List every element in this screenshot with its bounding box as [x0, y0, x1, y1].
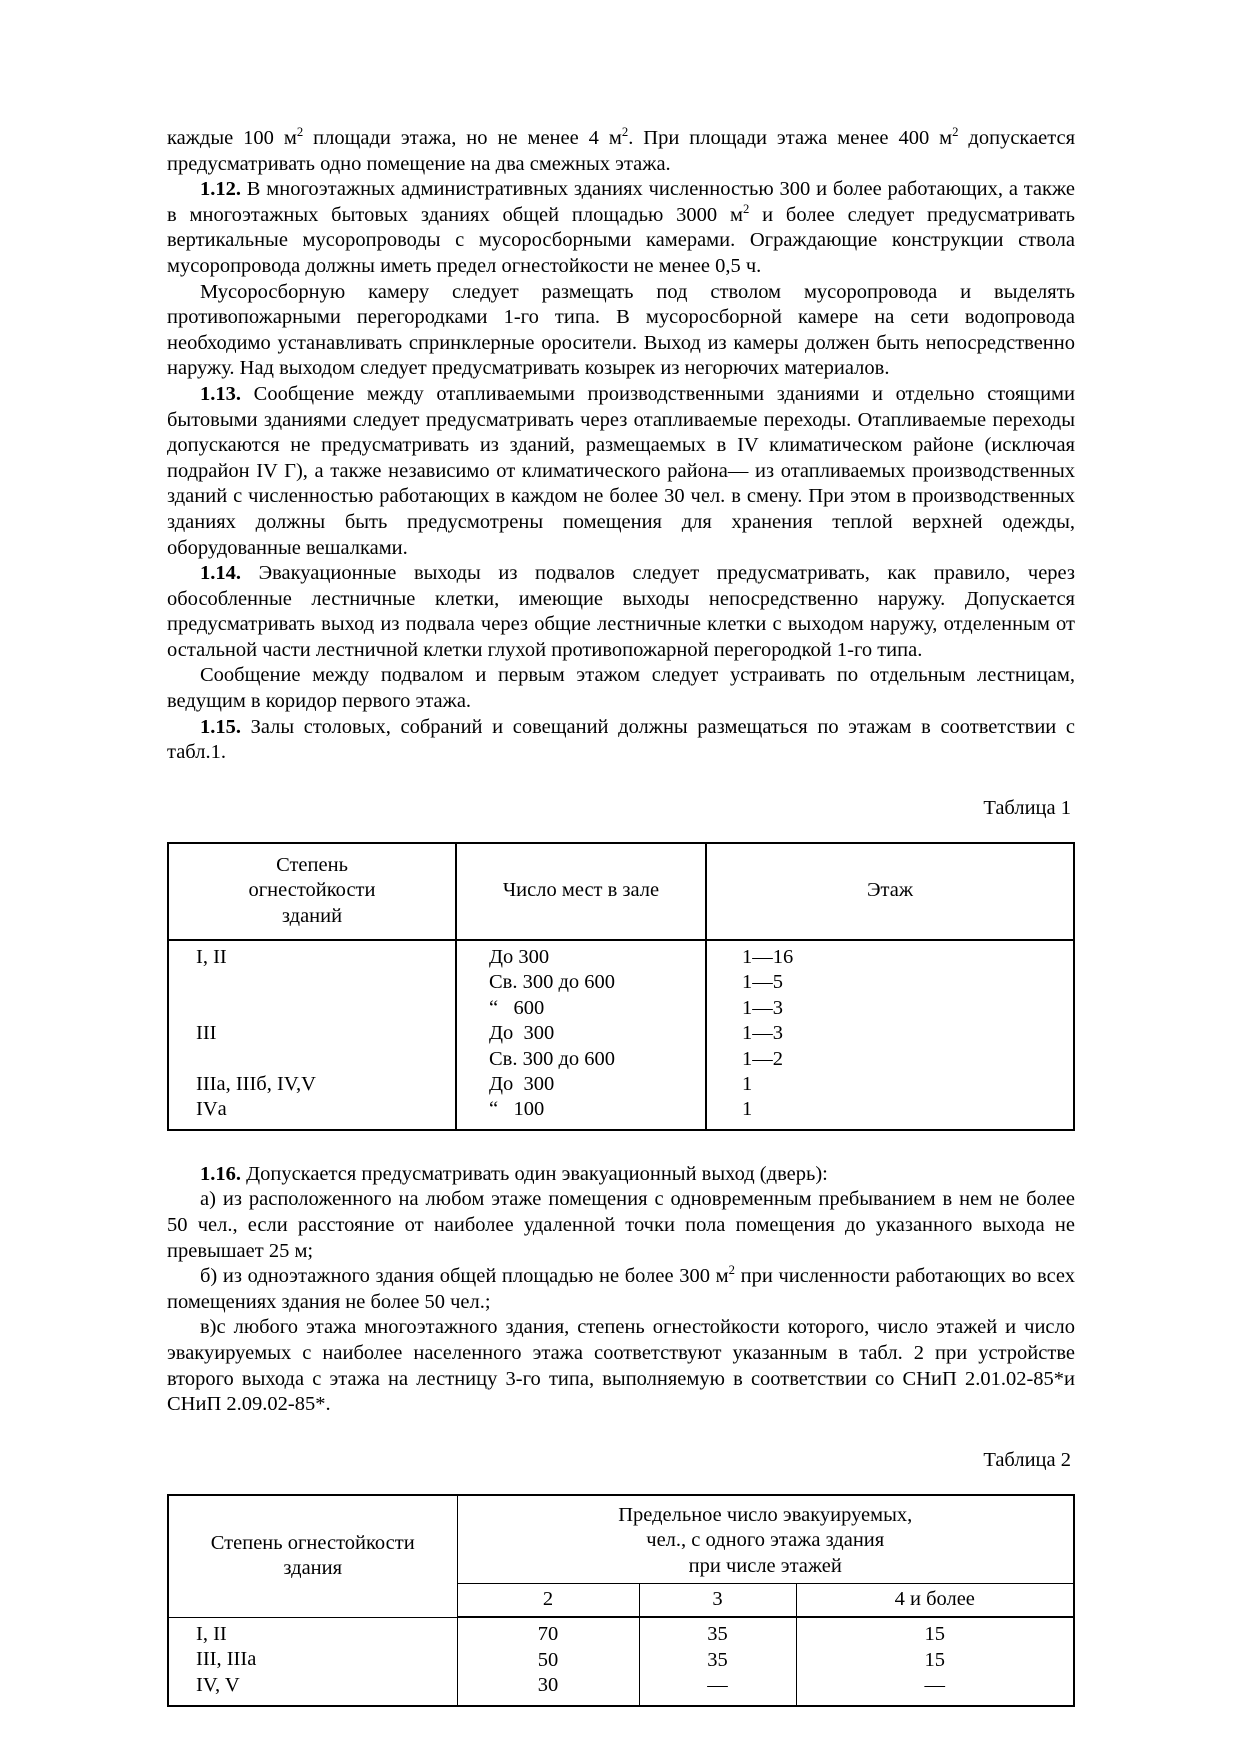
- paragraph-item-a: а) из расположенного на любом этаже помещения с одновременным пребыванием в нем не более 50 чел., если расстояние от наиболее удаленной точки пола помещения до указанного выхода не превышает 25 м;: [167, 1188, 1075, 1262]
- table-row: До 300: [489, 1073, 555, 1096]
- table-2-header-degree-line2: здания: [283, 1557, 343, 1580]
- table-2-header-degree: [168, 1495, 457, 1618]
- table-row: 1: [742, 1073, 753, 1096]
- table-row: 1: [742, 1098, 753, 1121]
- table-row: 1—5: [742, 971, 783, 994]
- table-row: 1—3: [742, 1022, 783, 1045]
- table-2-header-row-1: [168, 1495, 1074, 1584]
- table-row: Св. 300 до 600: [489, 971, 616, 994]
- table-row: 15: [924, 1648, 945, 1671]
- table-2-body-row: [168, 1617, 1074, 1705]
- table-1-header-seats: Число мест в зале: [456, 843, 706, 940]
- table-1-header-floor: Этаж: [706, 843, 1074, 940]
- table-row: 70: [537, 1623, 559, 1646]
- table-2-col-2-floors: [457, 1617, 639, 1705]
- table-row: 35: [707, 1623, 728, 1646]
- table-row: 50: [537, 1648, 559, 1671]
- table-1-header-degree-line3: зданий: [281, 904, 343, 927]
- spacer-after-table1: [167, 1131, 1075, 1162]
- table-row: [169, 970, 455, 995]
- paragraph-1-15: 1.15. Залы столовых, собраний и совещаний должны размещаться по этажам в соответствии с табл.1.: [167, 715, 1075, 764]
- table-row: I, II: [196, 1622, 227, 1645]
- table-row: 15: [924, 1623, 945, 1646]
- body-text-block-top: [167, 126, 1075, 766]
- paragraph-intro: каждые 100 $м^2$ площади этажа, но не менее 4 $м^2$. При площади этажа менее 400 $м^2$ допускается предусматривать одно помещение на два смежных этажа.: [167, 125, 1076, 175]
- table-1-head: [168, 843, 1074, 940]
- table-row: 30: [537, 1674, 559, 1697]
- paragraph-1-16: 1.16. Допускается предусматривать один эвакуационный выход (дверь):: [200, 1162, 828, 1185]
- table-2-header-span-line2: чел., с одного этажа здания: [646, 1529, 885, 1552]
- table-2-subheader-4-or-more: 4 и более: [796, 1583, 1074, 1617]
- table-2-col-4-or-more: [796, 1617, 1074, 1705]
- table-1-body: [168, 940, 1074, 1130]
- table-row: —: [924, 1674, 945, 1697]
- body-text-block-bottom: [167, 1162, 1075, 1418]
- table-row: —: [707, 1674, 728, 1697]
- table1-caption: Таблица 1: [983, 796, 1071, 819]
- table-row: 1—16: [742, 946, 794, 969]
- table-row: I, II: [196, 946, 227, 969]
- table-row: Св. 300 до 600: [489, 1047, 616, 1070]
- paragraph-1-12: 1.12. В многоэтажных административных зданиях численностью 300 и более работающих, а также в многоэтажных бытовых зданиях общей площадью 3000 $м^2$ и более следует предусматривать вертикальные мусоропроводы с мусоросборными камерами. Ограждающие конструкции ствола мусоропровода должны иметь предел огнестойкости не менее 0,5 ч.: [167, 178, 1075, 277]
- table-row: 1—3: [742, 996, 783, 1019]
- table-1-header-degree: [168, 843, 456, 940]
- spacer-after-table2-caption: [167, 1472, 1075, 1494]
- table-2-header-span: [457, 1495, 1074, 1584]
- spacer-before-table1-caption: [167, 766, 1075, 797]
- table-2-head: [168, 1495, 1074, 1618]
- table-1-hall-capacity: [167, 842, 1075, 1131]
- paragraph-item-v: в)с любого этажа многоэтажного здания, степень огнестойкости которого, число этажей и число эвакуируемых с наиболее населенного этажа соответствуют указанным в табл. 2 при устройстве второго выхода с этажа на лестницу 3-го типа, выполняемую в соответствии со СНиП 2.01.02-85*и СНиП 2.09.02-85*.: [167, 1316, 1075, 1416]
- table-1-col-seats: [456, 940, 706, 1130]
- table-1-header-degree-line2: огнестойкости: [248, 879, 376, 902]
- spacer-before-table2-caption: [167, 1418, 1075, 1449]
- table-2-body: [168, 1617, 1074, 1705]
- table-row: IIIа, IIIб, IV,V: [196, 1073, 316, 1096]
- table-2-evacuation-limits: [167, 1494, 1075, 1707]
- table-1-header-degree-line1: Степень: [276, 853, 348, 876]
- table-row: 35: [707, 1648, 728, 1671]
- table-1-body-row: [168, 940, 1074, 1130]
- table-2-col-degree: [168, 1617, 457, 1705]
- table-1-col-degree: [168, 940, 456, 1130]
- paragraph-waste-chamber: Мусоросборную камеру следует размещать под стволом мусоропровода и выделять противопожарными перегородками 1-го типа. В мусоросборной камере на сети водопровода необходимо устанавливать спринклерные оросители. Выход из камеры должен быть непосредственно наружу. Над выходом следует предусматривать козырек из негорючих материалов.: [167, 280, 1075, 380]
- table-row: 1—2: [742, 1047, 783, 1070]
- table-row: III, IIIа: [196, 1648, 257, 1671]
- table-row: До 300: [489, 946, 550, 969]
- table-1-col-floor: [706, 940, 1074, 1130]
- table-2-subheader-3-floors: 3: [639, 1583, 796, 1617]
- paragraph-1-13: 1.13. Сообщение между отапливаемыми производственными зданиями и отдельно стоящими бытовыми зданиями следует предусматривать через отапливаемые переходы. Отапливаемые переходы допускаются не предусматривать из зданий, размещаемых в IV климатическом районе (исключая подрайон IV Г), а также независимо от климатического района— из отапливаемых производственных зданий с численностью работающих в каждом не более 30 чел. в смену. При этом в производственных зданиях должны быть предусмотрены помещения для хранения теплой верхней одежды, оборудованные вешалками.: [167, 382, 1075, 559]
- table-row: До 300: [489, 1022, 555, 1045]
- paragraph-basement: Сообщение между подвалом и первым этажом следует устраивать по отдельным лестницам, ведущим в коридор первого этажа.: [167, 664, 1075, 713]
- table-row: IVа: [196, 1098, 227, 1121]
- spacer-after-table1-caption: [167, 820, 1075, 842]
- table2-caption: Таблица 2: [983, 1448, 1071, 1471]
- table-2-col-3-floors: [639, 1617, 796, 1705]
- paragraph-1-14: 1.14. Эвакуационные выходы из подвалов следует предусматривать, как правило, через обособленные лестничные клетки, имеющие выходы непосредственно наружу. Допускается предусматривать выход из подвала через общие лестничные клетки с выходом наружу, отделенным от остальной части лестничной клетки глухой противопожарной перегородкой 1-го типа.: [167, 562, 1075, 661]
- table-2-header-span-line3: при числе этажей: [688, 1554, 842, 1577]
- table-2-header-degree-line1: Степень огнестойкости: [210, 1531, 415, 1554]
- table-2-header-span-line1: Предельное число эвакуируемых,: [618, 1503, 913, 1526]
- table-row: IV, V: [196, 1673, 240, 1696]
- table-row: [169, 996, 455, 1021]
- table-row: [169, 1047, 455, 1072]
- table-row: “ 100: [489, 1098, 545, 1121]
- table-2-subheader-2-floors: 2: [457, 1583, 639, 1617]
- paragraph-item-b: б) из одноэтажного здания общей площадью не более 300 $м^2$ при численности работающих во всех помещениях здания не более 50 чел.;: [167, 1263, 1075, 1313]
- table-1-header-row: [168, 843, 1074, 940]
- table-row: “ 600: [489, 996, 545, 1019]
- table-row: III: [196, 1022, 217, 1045]
